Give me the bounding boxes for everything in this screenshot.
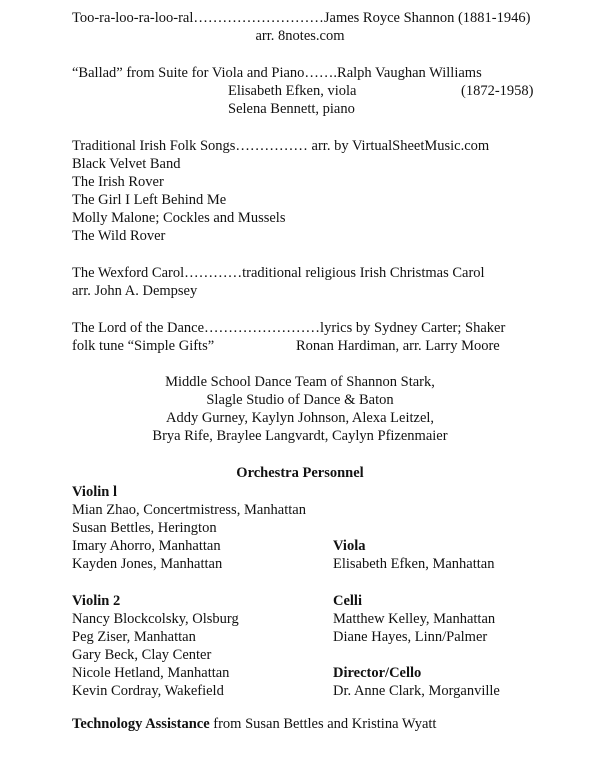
folk-song: Black Velvet Band <box>72 156 181 172</box>
violin2-member: Gary Beck, Clay Center <box>72 647 212 663</box>
program-item-5-arranger: Ronan Hardiman, arr. Larry Moore <box>296 338 500 354</box>
celli-heading: Celli <box>333 593 362 609</box>
personnel-heading: Orchestra Personnel <box>236 465 364 481</box>
technology-assistance <box>72 715 436 733</box>
folk-song: The Irish Rover <box>72 174 164 190</box>
dance-team-line: Middle School Dance Team of Shannon Stark, <box>165 374 435 390</box>
violin2-member: Nancy Blockcolsky, Olsburg <box>72 611 239 627</box>
dance-team-line: Addy Gurney, Kaylyn Johnson, Alexa Leitzel, <box>165 410 435 426</box>
program-item-4-title: The Wexford Carol…………traditional religious Irish Christmas Carol <box>72 265 485 281</box>
violin2-member: Kevin Cordray, Wakefield <box>72 683 224 699</box>
program-item-2-title: “Ballad” from Suite for Viola and Piano…….Ralph Vaughan Williams <box>72 65 482 81</box>
violin2-member: Peg Ziser, Manhattan <box>72 629 196 645</box>
violin1-member: Imary Ahorro, Manhattan <box>72 538 221 554</box>
dance-team-line: Brya Rife, Braylee Langvardt, Caylyn Pfizenmaier <box>152 428 448 444</box>
dance-team-line: Slagle Studio of Dance & Baton <box>206 392 394 408</box>
violin1-member: Susan Bettles, Herington <box>72 520 217 536</box>
folk-song: The Girl I Left Behind Me <box>72 192 227 208</box>
violin2-member: Nicole Hetland, Manhattan <box>72 665 230 681</box>
celli-member: Diane Hayes, Linn/Palmer <box>333 629 488 645</box>
technology-text: from Susan Bettles and Kristina Wyatt <box>209 716 437 732</box>
program-item-2-performer-piano: Selena Bennett, piano <box>228 101 355 117</box>
celli-member: Matthew Kelley, Manhattan <box>333 611 496 627</box>
violin1-heading: Violin l <box>72 484 117 500</box>
program-item-1-arranger: arr. 8notes.com <box>255 28 345 44</box>
viola-member: Elisabeth Efken, Manhattan <box>333 556 495 572</box>
program-item-5-tune: folk tune “Simple Gifts” <box>72 338 215 354</box>
violin1-member: Mian Zhao, Concertmistress, Manhattan <box>72 502 306 518</box>
director-member: Dr. Anne Clark, Morganville <box>333 683 500 699</box>
program-item-2-composer-years: (1872-1958) <box>461 83 534 99</box>
director-heading: Director/Cello <box>333 665 422 681</box>
violin2-heading: Violin 2 <box>72 593 121 609</box>
folk-song: Molly Malone; Cockles and Mussels <box>72 210 286 226</box>
technology-label: Technology Assistance <box>72 716 210 732</box>
program-item-5-title: The Lord of the Dance……………………lyrics by Sydney Carter; Shaker <box>72 320 506 336</box>
program-item-3-title: Traditional Irish Folk Songs…………… arr. by VirtualSheetMusic.com <box>72 138 490 154</box>
program-item-4-arranger: arr. John A. Dempsey <box>72 283 198 299</box>
program-item-1-title: Too-ra-loo-ra-loo-ral………………………James Royce Shannon (1881-1946) <box>72 10 531 26</box>
folk-song: The Wild Rover <box>72 228 166 244</box>
viola-heading: Viola <box>333 538 366 554</box>
violin1-member: Kayden Jones, Manhattan <box>72 556 223 572</box>
program-item-2-performer-viola: Elisabeth Efken, viola <box>228 83 357 99</box>
